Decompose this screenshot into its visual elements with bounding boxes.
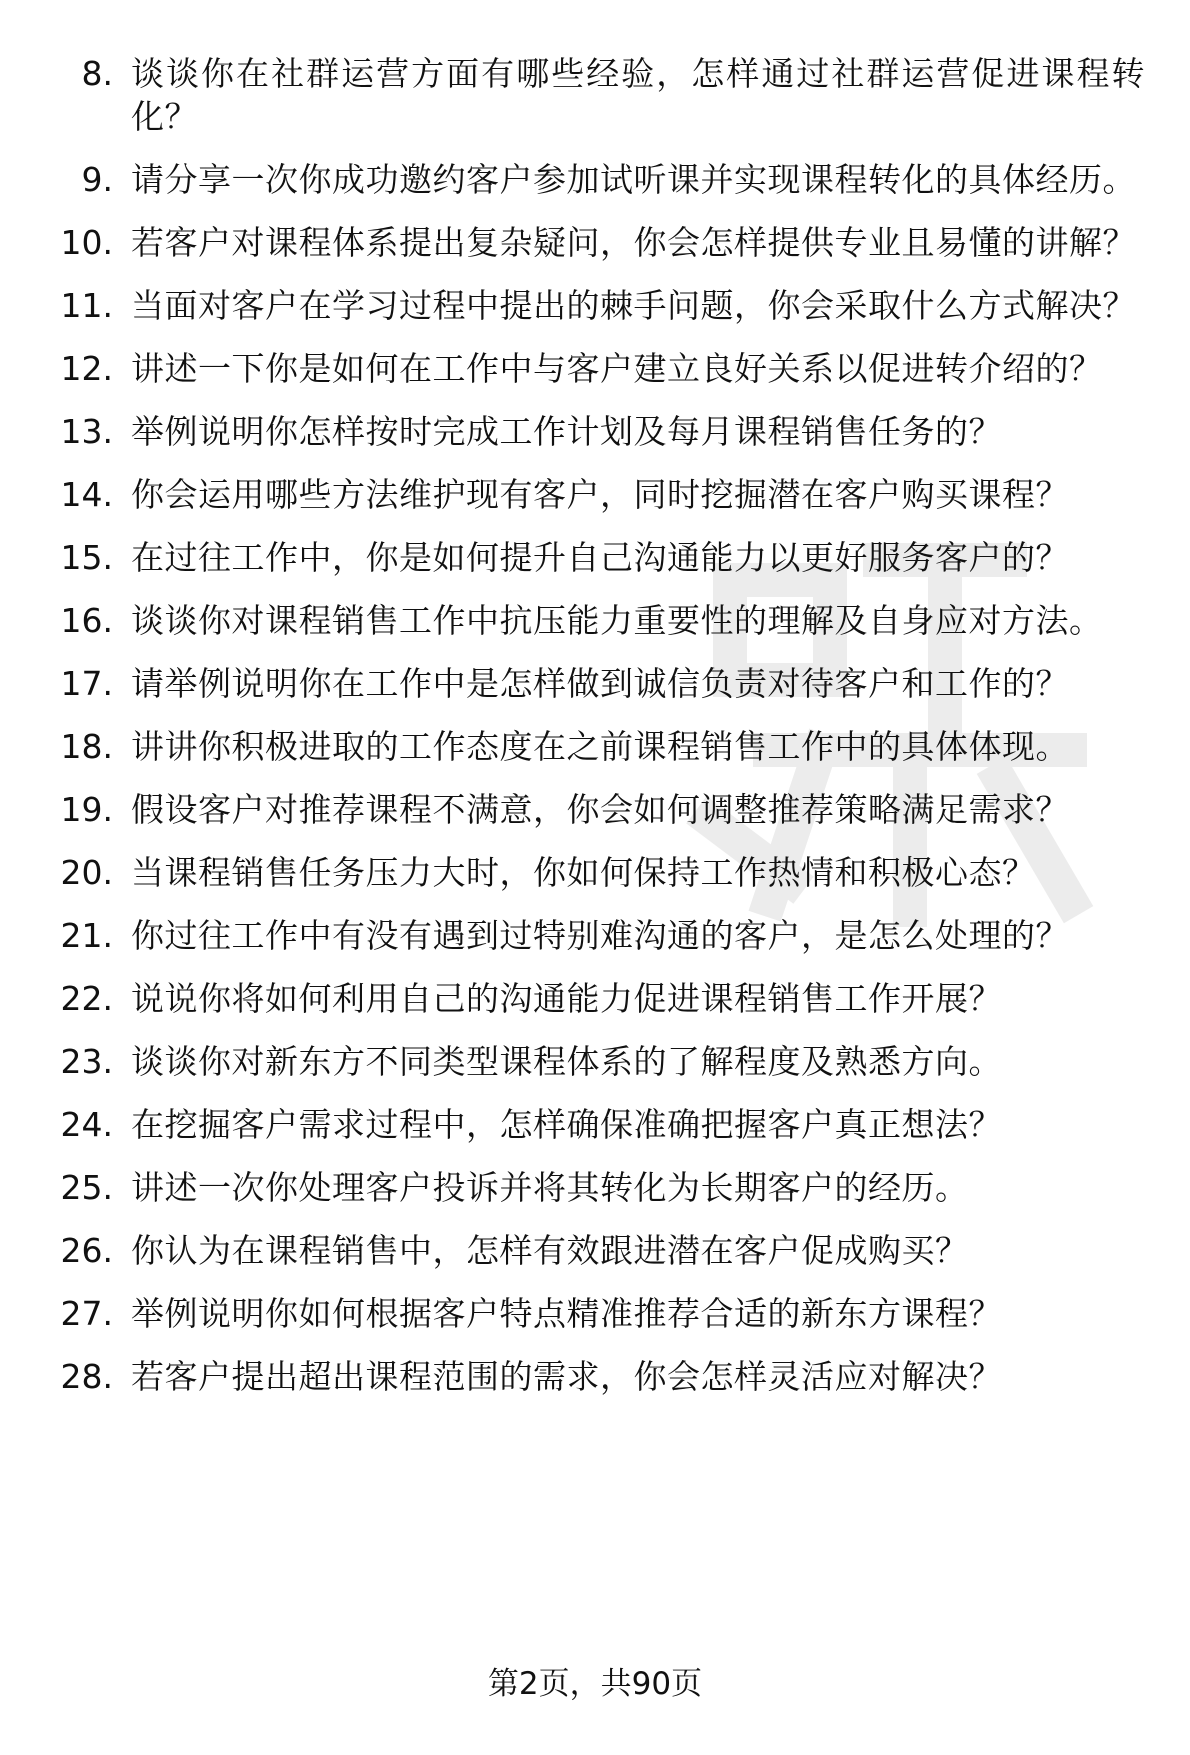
question-number: 16. <box>60 601 113 640</box>
question-number: 26. <box>60 1231 113 1270</box>
question-text: 讲讲你积极进取的工作态度在之前课程销售工作中的具体体现。 <box>131 727 1069 766</box>
question-text: 当课程销售任务压力大时，你如何保持工作热情和积极心态？ <box>131 853 1036 892</box>
question-number: 24. <box>60 1105 113 1144</box>
list-item <box>0 1229 1190 1272</box>
question-number: 28. <box>60 1357 113 1396</box>
question-number: 19. <box>60 790 113 829</box>
list-item <box>0 725 1190 768</box>
question-text: 你认为在课程销售中，怎样有效跟进潜在客户促成购买？ <box>131 1231 969 1270</box>
list-item <box>0 977 1190 1020</box>
list-item <box>0 221 1190 264</box>
question-number: 11. <box>60 286 113 325</box>
list-item <box>0 410 1190 453</box>
list-item <box>0 1103 1190 1146</box>
question-text: 请举例说明你在工作中是怎样做到诚信负责对待客户和工作的？ <box>131 664 1069 703</box>
page-number-footer: 第2页，共90页 <box>487 1666 703 1702</box>
question-number: 15. <box>60 538 113 577</box>
list-item <box>0 1355 1190 1398</box>
question-text: 说说你将如何利用自己的沟通能力促进课程销售工作开展？ <box>131 979 1002 1018</box>
list-item <box>0 599 1190 642</box>
question-text: 请分享一次你成功邀约客户参加试听课并实现课程转化的具体经历。 <box>131 160 1136 199</box>
question-text: 你过往工作中有没有遇到过特别难沟通的客户，是怎么处理的？ <box>131 916 1069 955</box>
question-text: 在过往工作中，你是如何提升自己沟通能力以更好服务客户的？ <box>131 538 1069 577</box>
question-number: 25. <box>60 1168 113 1207</box>
list-item <box>0 914 1190 957</box>
question-text: 谈谈你对新东方不同类型课程体系的了解程度及熟悉方向。 <box>131 1042 1002 1081</box>
list-item <box>0 1292 1190 1335</box>
list-item <box>0 1166 1190 1209</box>
question-text: 若客户对课程体系提出复杂疑问，你会怎样提供专业且易懂的讲解？ <box>131 223 1136 262</box>
question-text: 当面对客户在学习过程中提出的棘手问题，你会采取什么方式解决？ <box>131 286 1136 325</box>
question-number: 9. <box>81 160 113 199</box>
question-list <box>0 52 1190 1418</box>
list-item <box>0 52 1190 138</box>
list-item <box>0 473 1190 516</box>
question-text: 讲述一下你是如何在工作中与客户建立良好关系以促进转介绍的？ <box>131 349 1103 388</box>
list-item <box>0 1040 1190 1083</box>
question-number: 23. <box>60 1042 113 1081</box>
list-item <box>0 284 1190 327</box>
question-text: 你会运用哪些方法维护现有客户，同时挖掘潜在客户购买课程？ <box>131 475 1069 514</box>
question-number: 8. <box>81 54 113 93</box>
question-text: 谈谈你对课程销售工作中抗压能力重要性的理解及自身应对方法。 <box>131 601 1103 640</box>
question-text: 谈谈你在社群运营方面有哪些经验，怎样通过社群运营促进课程转化？ <box>131 54 1145 136</box>
list-item <box>0 662 1190 705</box>
question-number: 14. <box>60 475 113 514</box>
question-number: 20. <box>60 853 113 892</box>
question-text: 讲述一次你处理客户投诉并将其转化为长期客户的经历。 <box>131 1168 969 1207</box>
question-number: 13. <box>60 412 113 451</box>
list-item <box>0 347 1190 390</box>
question-text: 假设客户对推荐课程不满意，你会如何调整推荐策略满足需求？ <box>131 790 1069 829</box>
question-text: 举例说明你怎样按时完成工作计划及每月课程销售任务的？ <box>131 412 1002 451</box>
question-text: 举例说明你如何根据客户特点精准推荐合适的新东方课程？ <box>131 1294 1002 1333</box>
question-number: 27. <box>60 1294 113 1333</box>
question-number: 22. <box>60 979 113 1018</box>
question-text: 在挖掘客户需求过程中，怎样确保准确把握客户真正想法？ <box>131 1105 1002 1144</box>
list-item <box>0 788 1190 831</box>
question-number: 18. <box>60 727 113 766</box>
question-text: 若客户提出超出课程范围的需求，你会怎样灵活应对解决？ <box>131 1357 1002 1396</box>
list-item <box>0 158 1190 201</box>
question-number: 12. <box>60 349 113 388</box>
list-item <box>0 851 1190 894</box>
list-item <box>0 536 1190 579</box>
question-number: 10. <box>60 223 113 262</box>
question-number: 21. <box>60 916 113 955</box>
question-number: 17. <box>60 664 113 703</box>
